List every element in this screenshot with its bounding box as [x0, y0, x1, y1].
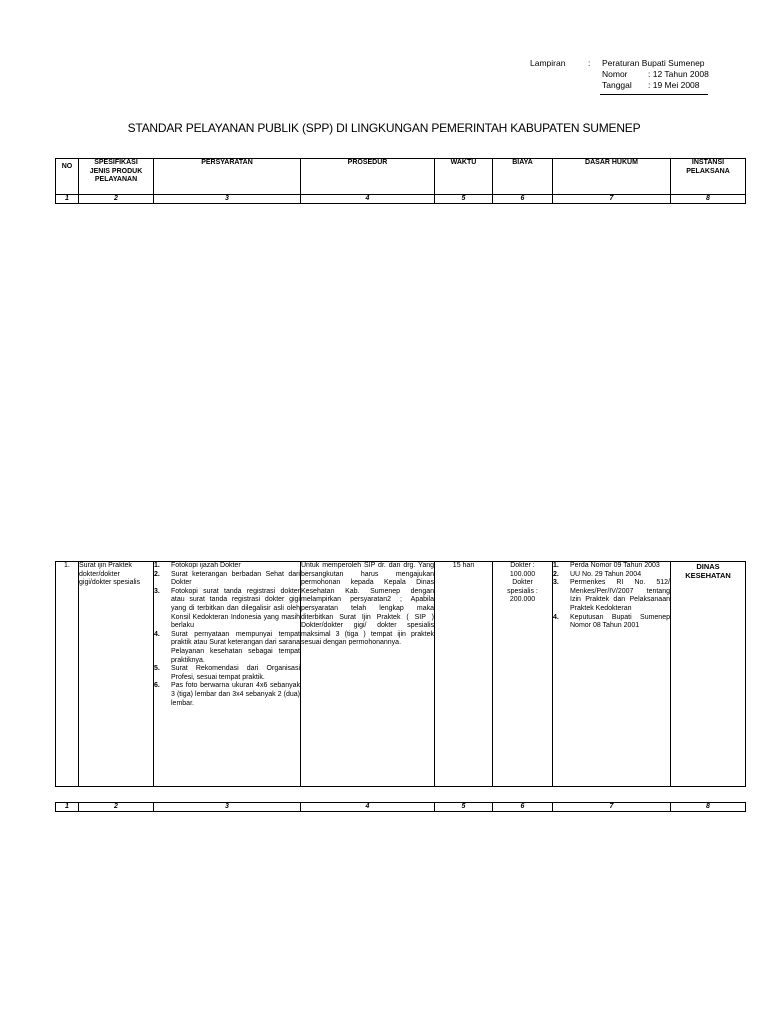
col-number: 5 [435, 803, 493, 812]
header-biaya: BIAYA [493, 159, 553, 195]
col-number: 1 [56, 195, 79, 204]
col-number: 3 [154, 195, 301, 204]
row-dasar-hukum [553, 562, 671, 787]
lampiran-peraturan: Peraturan Bupati Sumenep [602, 58, 705, 68]
col-number: 4 [301, 195, 435, 204]
header-spesifikasi: SPESIFIKASI JENIS PRODUK PELAYANAN [79, 159, 154, 195]
persyaratan-item: 4. Surat pernyataan mempunyai tempat praktik atau Surat keterangan dari sarana Pelayanan kesehatan sebagai tempat praktiknya. [154, 630, 300, 664]
row-instansi: DINAS KESEHATAN [671, 562, 746, 787]
header-prosedur: PROSEDUR [301, 159, 435, 195]
lampiran-underline [600, 94, 708, 95]
col-number: 8 [671, 803, 746, 812]
persyaratan-item: 2. Surat keterangan berbadan Sehat dari Dokter [154, 570, 300, 587]
column-number-row-top [56, 195, 746, 204]
dasar-hukum-item: 1. Perda Nomor 09 Tahun 2003 [553, 562, 660, 569]
header-instansi: INSTANSI PELAKSANA [671, 159, 746, 195]
row-prosedur: Untuk memperoleh SIP dr. dan drg. Yang bersangkutan harus mengajukan permohonan kepada Kepala Dinas Kesehatan Kab. Sumenep dengan melampirkan persyaratan2 ; Apabila persyaratan telah lengkap maka diterbitkan Surat Ijin Praktek ( SIP ) Dokter/dokter gigi/ dokter spesialis maksimal 3 (tiga ) tempat ijin praktek sesuai dengan permohonannya. [301, 562, 435, 787]
row-spesifikasi: Surat ijin Praktek dokter/dokter gigi/dokter spesialis [79, 562, 154, 787]
persyaratan-list [154, 562, 300, 708]
dasar-hukum-item: 2. UU No. 29 Tahun 2004 [553, 570, 642, 578]
col-number: 3 [154, 803, 301, 812]
persyaratan-item: 3. Fotokopi surat tanda registrasi dokter atau surat tanda registrasi dokter gigi yang di terbitkan dan dilegalisir asli oleh Konsil Kedokteran Indonesia yang masih berlaku [154, 587, 300, 630]
header-persyaratan: PERSYARATAN [154, 159, 301, 195]
dasar-hukum-item: 4. Keputusan Bupati Sumenep Nomor 08 Tahun 2001 [553, 613, 670, 630]
col-number: 5 [435, 195, 493, 204]
footer-number-table [55, 802, 746, 812]
col-number: 7 [553, 195, 671, 204]
col-number: 4 [301, 803, 435, 812]
persyaratan-item: 5. Surat Rekomendasi dari Organisasi Profesi, sesuai tempat praktik. [154, 665, 300, 681]
lampiran-nomor-value: : 12 Tahun 2008 [648, 69, 709, 79]
row-persyaratan [154, 562, 301, 787]
lampiran-label: Lampiran [530, 58, 566, 68]
header-no: NO [56, 159, 79, 195]
col-number: 1 [56, 803, 79, 812]
row-no: 1. [56, 562, 79, 787]
persyaratan-item: 1. Fotokopi ijazah Dokter [154, 562, 241, 569]
dasar-hukum-item: 3. Permenkes RI No. 512/ Menkes/Per/IV/2007 tentang Izin Praktek dan Pelaksanaan Praktek Kedokteran [553, 579, 670, 612]
lampiran-colon: : [588, 58, 591, 68]
col-number: 2 [79, 803, 154, 812]
column-number-row-bottom [56, 803, 746, 812]
col-number: 8 [671, 195, 746, 204]
header-dasar-hukum: DASAR HUKUM [553, 159, 671, 195]
dasar-hukum-list [553, 562, 670, 631]
persyaratan-item: 6. Pas foto berwarna ukuran 4x6 sebanyak 3 (tiga) lembar dan 3x4 sebanyak 2 (dua) lembar. [154, 682, 300, 707]
page-title: STANDAR PELAYANAN PUBLIK (SPP) DI LINGKUNGAN PEMERINTAH KABUPATEN SUMENEP [127, 121, 641, 135]
row-waktu: 15 hari [435, 562, 493, 787]
header-waktu: WAKTU [435, 159, 493, 195]
table-row [56, 562, 746, 787]
col-number: 7 [553, 803, 671, 812]
col-number: 2 [79, 195, 154, 204]
header-table [55, 158, 746, 204]
content-table [55, 561, 746, 787]
row-biaya: Dokter : 100.000 Dokter spesialis : 200.000 [493, 562, 553, 787]
lampiran-tanggal-label: Tanggal [602, 80, 632, 90]
lampiran-nomor-label: Nomor [602, 69, 628, 79]
col-number: 6 [493, 195, 553, 204]
col-number: 6 [493, 803, 553, 812]
lampiran-tanggal-value: : 19 Mei 2008 [648, 80, 700, 90]
